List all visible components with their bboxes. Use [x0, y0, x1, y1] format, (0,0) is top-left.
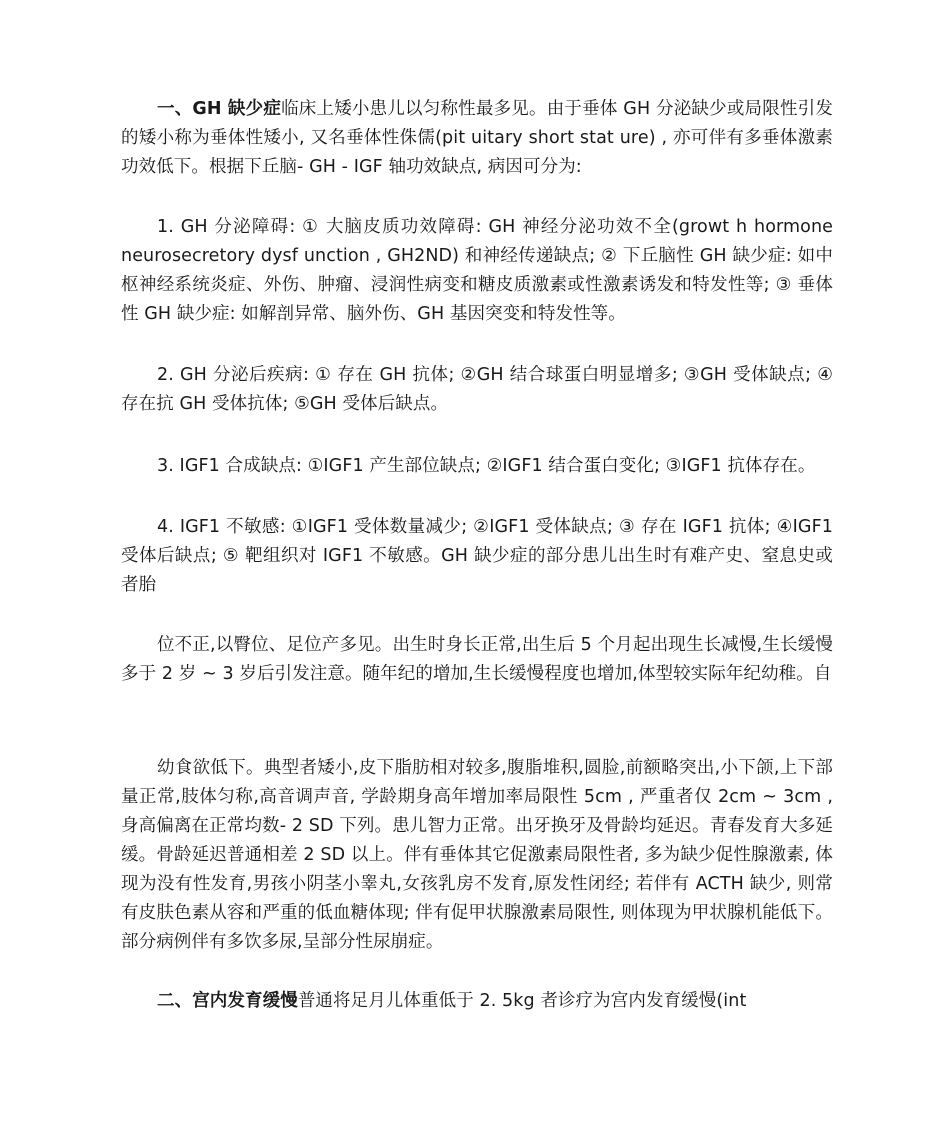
paragraph-birth-history [121, 631, 833, 689]
paragraph-gh-deficiency [121, 95, 833, 182]
paragraph-igf1-synthesis [121, 452, 833, 481]
paragraph-iugr [121, 987, 833, 1016]
paragraph-text: 2. GH 分泌后疾病: ① 存在 GH 抗体; ②GH 结合球蛋白明显增多; ③GH 受体缺点; ④ 存在抗 GH 受体抗体; ⑤GH 受体后缺点。 [121, 365, 833, 414]
paragraph-text: 1. GH 分泌障碍: ① 大脑皮质功效障碍: GH 神经分泌功效不全(growt h hormone neurosecretory dysf unction , GH2ND) 和神经传递缺点; ② 下丘脑性 GH 缺少症: 如中枢神经系统炎症、外伤、肿瘤、浸润性病变和糖皮质激素或性激素诱发和特发性等; ③ 垂体性 GH 缺少症: 如解剖异常、脑外伤、GH 基因突变和特发性等。 [121, 217, 833, 324]
paragraph-text: 3. IGF1 合成缺点: ①IGF1 产生部位缺点; ②IGF1 结合蛋白变化; ③IGF1 抗体存在。 [157, 456, 816, 476]
section-heading-gh-deficiency: 一、GH 缺少症 [157, 99, 282, 119]
paragraph-igf1-insensitivity [121, 513, 833, 600]
paragraph-gh-secretion-disorder [121, 213, 833, 329]
section-heading-iugr: 二、宫内发育缓慢 [157, 991, 298, 1011]
paragraph-post-secretion-disease [121, 361, 833, 419]
paragraph-text: 普通将足月儿体重低于 2. 5kg 者诊疗为宫内发育缓慢(int [297, 991, 747, 1011]
paragraph-text: 临床上矮小患儿以匀称性最多见。由于垂体 GH 分泌缺少或局限性引发的矮小称为垂体性矮小, 又名垂体性侏儒(pit uitary short stat ure) , 亦可伴有多垂体激素功效低下。根据下丘脑- GH - IGF 轴功效缺点, 病因可分为: [121, 99, 833, 177]
paragraph-text: 幼食欲低下。典型者矮小,皮下脂肪相对较多,腹脂堆积,圆脸,前额略突出,小下颌,上下部量正常,肢体匀称,高音调声音, 学龄期身高年增加率局限性 5cm , 严重者仅 2cm ~ 3cm , 身高偏离在正常均数- 2 SD 下列。患儿智力正常。出牙换牙及骨龄均延迟。青春发育大多延缓。骨龄延迟普通相差 2 SD 以上。伴有垂体其它促激素局限性者, 多为缺少促性腺激素, 体现为没有性发育,男孩小阴茎小睾丸,女孩乳房不发育,原发性闭经; 若伴有 ACTH 缺少, 则常有皮肤色素从容和严重的低血糖体现; 伴有促甲状腺激素局限性, 则体现为甲状腺机能低下。部分病例伴有多饮多尿,呈部分性尿崩症。 [121, 758, 833, 952]
paragraph-text: 4. IGF1 不敏感: ①IGF1 受体数量减少; ②IGF1 受体缺点; ③ 存在 IGF1 抗体; ④IGF1 受体后缺点; ⑤ 靶组织对 IGF1 不敏感。GH 缺少症的部分患儿出生时有难产史、窒息史或者胎 [121, 517, 833, 595]
paragraph-clinical-features [121, 754, 833, 957]
paragraph-text: 位不正,以臀位、足位产多见。出生时身长正常,出生后 5 个月起出现生长减慢,生长缓慢多于 2 岁 ~ 3 岁后引发注意。随年纪的增加,生长缓慢程度也增加,体型较实际年纪幼稚。自 [121, 635, 833, 684]
